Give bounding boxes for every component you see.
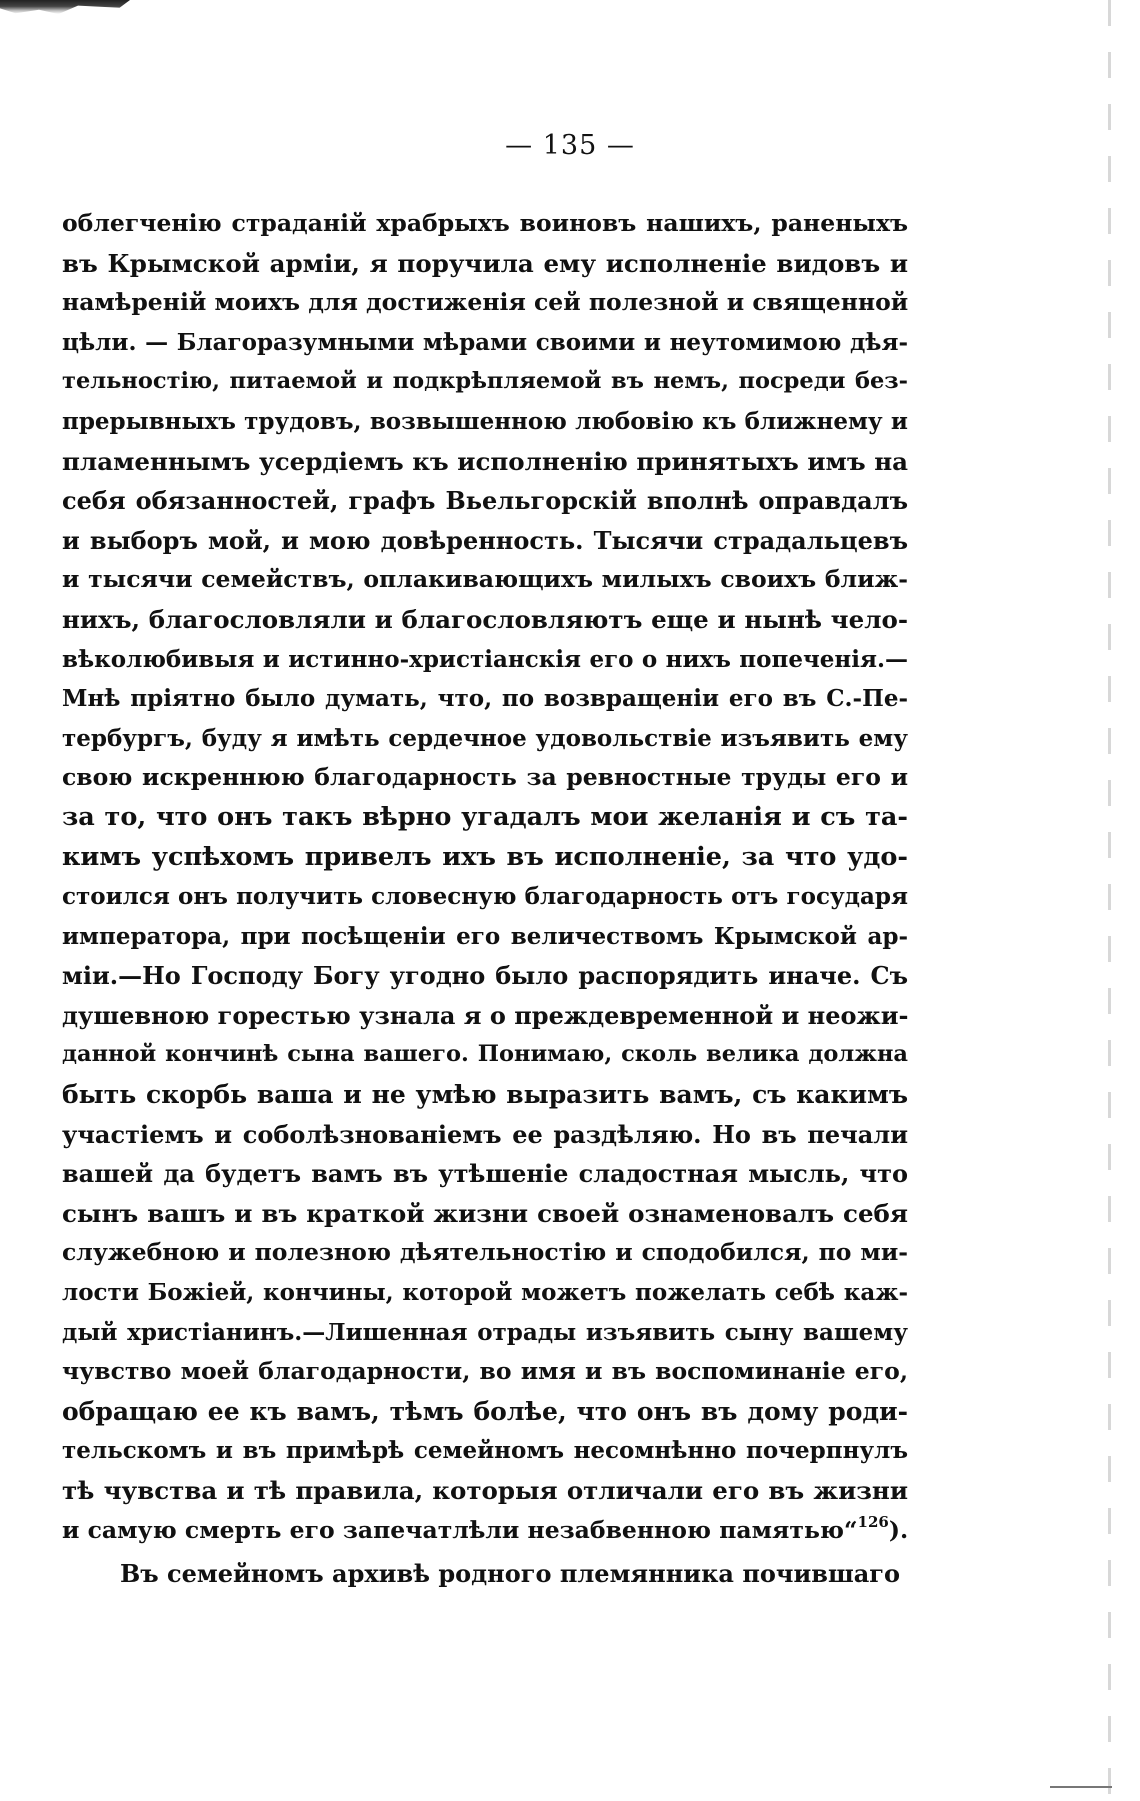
text-line: чувство моей благодарности, во имя и въ воспоминаніе его, (62, 1357, 908, 1386)
text-line: тербургъ, буду я имѣть сердечное удовольствіе изъявить ему (62, 724, 908, 752)
scan-corner-mark (1050, 1786, 1112, 1788)
text-line: служебною и полезною дѣятельностію и сподобился, по ми- (62, 1238, 908, 1267)
text-line: тельскомъ и въ примѣрѣ семейномъ несомнѣнно почерпнулъ (62, 1437, 908, 1465)
paragraph (62, 204, 908, 1511)
text-line: пламеннымъ усердіемъ къ исполненію принятыхъ имъ на (62, 446, 908, 476)
text-line: вѣколюбивыя и истинно-христіанскія его о нихъ попеченія.— (62, 645, 908, 673)
text-line: сынъ вашъ и въ краткой жизни своей ознаменовалъ себя (62, 1198, 908, 1228)
page-number: — 135 — (505, 130, 635, 161)
text-line: данной кончинѣ сына вашего. Понимаю, сколь велика должна (62, 1041, 908, 1068)
text-line: дый христіанинъ.—Лишенная отрады изъявить сыну вашему (62, 1318, 908, 1346)
text-line: цѣли. — Благоразумными мѣрами своими и неутомимою дѣя- (62, 328, 908, 356)
text-line: Мнѣ пріятно было думать, что, по возвращеніи его въ С.-Пе- (62, 685, 908, 713)
text-line: тельностію, питаемой и подкрѣпляемой въ немъ, посреди без- (62, 368, 908, 395)
text-line: императора, при посѣщеніи его величествомъ Крымской ар- (62, 922, 908, 950)
scan-ink-smudge (0, 0, 130, 14)
text-line: обращаю ее къ вамъ, тѣмъ болѣе, что онъ въ дому роди- (62, 1396, 908, 1426)
body-text (62, 204, 908, 1594)
text-line: нихъ, благословляли и благословляютъ еще и нынѣ чело- (62, 604, 908, 634)
text-line: и выборъ мой, и мою довѣренность. Тысячи страдальцевъ (62, 525, 908, 555)
final-line-close: ). (888, 1515, 908, 1544)
text-line: лости Божіей, кончины, которой можетъ пожелать себѣ каж- (62, 1279, 908, 1307)
text-line: облегченію страданій храбрыхъ воиновъ нашихъ, раненыхъ (62, 209, 908, 237)
text-line: стоился онъ получить словесную благодарность отъ государя (62, 883, 908, 911)
final-line-text: и самую смерть его запечатлѣли незабвенною памятью“ (62, 1515, 858, 1544)
text-line: намѣреній моихъ для достиженія сей полезной и священной (62, 288, 908, 317)
text-line: и тысячи семействъ, оплакивающихъ милыхъ своихъ ближ- (62, 565, 908, 594)
text-line: кимъ успѣхомъ привелъ ихъ въ исполненіе, за что удо- (62, 841, 908, 872)
text-line: свою искреннюю благодарность за ревностные труды его и (62, 763, 908, 792)
text-line: тѣ чувства и тѣ правила, которыя отличали его въ жизни (62, 1476, 908, 1505)
text-line: душевною горестью узнала я о преждевременной и неожи- (62, 1000, 908, 1030)
text-line: за то, что онъ такъ вѣрно угадалъ мои желанія и съ та- (62, 801, 908, 832)
text-line: участіемъ и соболѣзнованіемъ ее раздѣляю. Но въ печали (62, 1119, 908, 1149)
text-line: себя обязанностей, графъ Вьельгорскій вполнѣ оправдалъ (62, 486, 908, 516)
text-line-final (62, 1511, 908, 1551)
paragraph-start-line: Въ семейномъ архивѣ родного племянника почившаго (120, 1559, 900, 1589)
text-line: быть скорбь ваша и не умѣю выразить вамъ, съ какимъ (62, 1080, 908, 1110)
text-line: вашей да будетъ вамъ въ утѣшеніе сладостная мысль, что (62, 1159, 908, 1189)
footnote-reference: 126 (857, 1512, 889, 1531)
text-line: въ Крымской арміи, я поручила ему исполненіе видовъ и (62, 248, 908, 278)
text-line: міи.—Но Господу Богу угодно было распорядить иначе. Съ (62, 961, 908, 991)
text-line: прерывныхъ трудовъ, возвышенною любовію къ ближнему и (62, 407, 908, 435)
scan-page-edge (1108, 0, 1111, 1801)
